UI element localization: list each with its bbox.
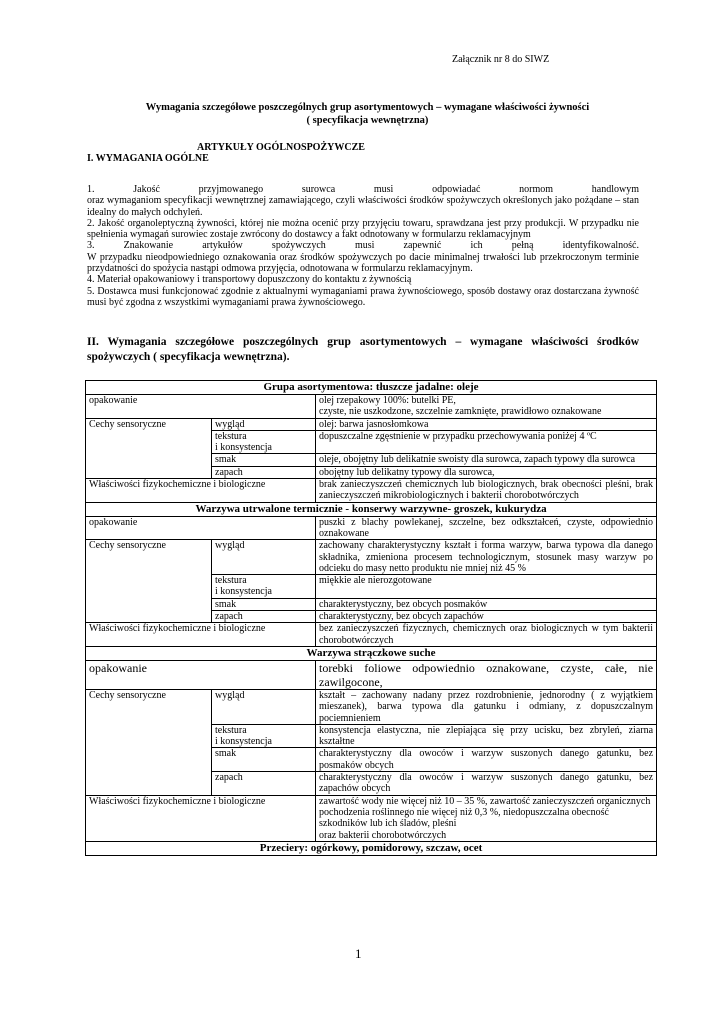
category-heading: ARTYKUŁY OGÓLNOSPOŻYWCZE xyxy=(197,142,365,153)
section-2-heading: II. Wymagania szczegółowe poszczególnych grup asortymentowych – wymagane właściwości środków spożywczych ( specyfikacja wewnętrzna). xyxy=(87,336,639,363)
row-value: konsystencja elastyczna, nie zlepiająca się przy ucisku, bez zbryleń, ziarna kształtne xyxy=(316,724,657,748)
sub-label: wygląd xyxy=(212,540,316,575)
section-1-heading: I. WYMAGANIA OGÓLNE xyxy=(87,153,209,164)
title-line-2: ( specyfikacja wewnętrzna) xyxy=(306,115,429,126)
sub-label: smak xyxy=(212,748,316,772)
table-row xyxy=(86,795,657,841)
row-value: dopuszczalne zgęstnienie w przypadku przechowywania poniżej 4 ºC xyxy=(316,430,657,454)
group-title: Grupa asortymentowa: tłuszcze jadalne: oleje xyxy=(86,381,657,395)
row-value: charakterystyczny dla owoców i warzyw suszonych danego gatunku, bez zapachów obcych xyxy=(316,772,657,796)
sub-label: wygląd xyxy=(212,689,316,724)
row-label: Cechy sensoryczne xyxy=(86,540,212,623)
annex-label: Załącznik nr 8 do SIWZ xyxy=(452,54,550,65)
table-row xyxy=(86,395,657,419)
group-title: Warzywa utrwalone termicznie - konserwy warzywne- groszek, kukurydza xyxy=(86,502,657,516)
row-value: kształt – zachowany nadany przez rozdrobnienie, jednorodny ( z wyjątkiem mieszanek), barwa typowa dla gatunku i odmiany, z dopuszczalnym pociemnieniem xyxy=(316,689,657,724)
table-row xyxy=(86,418,657,430)
sub-label: tekstura i konsystencja xyxy=(212,430,316,454)
sub-label: zapach xyxy=(212,772,316,796)
row-value: brak zanieczyszczeń chemicznych lub biologicznych, brak obecności pleśni, brak zanieczyszczeń mikrobiologicznych i bakterii chorobotwórczych xyxy=(316,479,657,503)
row-value: zachowany charakterystyczny kształt i forma warzyw, barwa typowa dla danego składnika, zmieniona procesem technologicznym, stosunek masy warzyw po odcieku do masy netto produktu nie mniej niż 45 % xyxy=(316,540,657,575)
row-value: miękkie ale nierozgotowane xyxy=(316,575,657,599)
group-header-row xyxy=(86,502,657,516)
row-label: Cechy sensoryczne xyxy=(86,418,212,478)
row-value: charakterystyczny, bez obcych posmaków xyxy=(316,598,657,610)
row-label: opakowanie xyxy=(86,395,316,419)
table-row xyxy=(86,516,657,540)
row-value: oleje, obojętny lub delikatnie swoisty dla surowca, zapach typowy dla surowca xyxy=(316,454,657,466)
paragraph-3-rest: W przypadku nieodpowiedniego oznakowania oraz środków spożywczych po dacie minimalnej trwałości lub przekroczonym terminie przydatności do spożycia nastąpi odmowa przyjęcia, odnotowana w formularzu reklamacyjnym. xyxy=(87,251,639,275)
row-value: olej rzepakowy 100%: butelki PE, czyste, nie uszkodzone, szczelnie zamknięte, prawidłowo oznakowane xyxy=(316,395,657,419)
general-requirements xyxy=(87,184,639,308)
group-header-row xyxy=(86,381,657,395)
sub-label: tekstura i konsystencja xyxy=(212,724,316,748)
table-row xyxy=(86,623,657,647)
sub-label: smak xyxy=(212,454,316,466)
row-label: Właściwości fizykochemiczne i biologiczne xyxy=(86,623,316,647)
group-header-row xyxy=(86,646,657,660)
row-label: Właściwości fizykochemiczne i biologiczne xyxy=(86,479,316,503)
paragraph-3-line-1: 3. Znakowanie artykułów spożywczych musi zapewnić ich pełną identyfikowalność. xyxy=(87,240,639,252)
group-header-row xyxy=(86,841,657,855)
document-title xyxy=(70,101,665,127)
sub-label: zapach xyxy=(212,611,316,623)
row-label: Cechy sensoryczne xyxy=(86,689,212,795)
row-value: obojętny lub delikatny typowy dla surowca, xyxy=(316,466,657,478)
paragraph-2: 2. Jakość organoleptyczną żywności, której nie można ocenić przy przyjęciu towaru, sprawdzana jest przy produkcji. W przypadku nie spełnienia wymagań surowiec zostaje zwrócony do dostawcy a fakt odnotowany w formularzu reklamacyjnym xyxy=(87,217,639,241)
row-label: opakowanie xyxy=(86,660,316,689)
paragraph-1-line-1: 1. Jakość przyjmowanego surowca musi odpowiadać normom handlowym xyxy=(87,184,639,195)
row-value: puszki z blachy powlekanej, szczelne, bez odkształceń, czyste, odpowiednio oznakowane xyxy=(316,516,657,540)
title-line-1: Wymagania szczegółowe poszczególnych grup asortymentowych – wymagane właściwości żywności xyxy=(145,102,590,113)
sub-label: tekstura i konsystencja xyxy=(212,575,316,599)
group-title: Przeciery: ogórkowy, pomidorowy, szczaw, ocet xyxy=(86,841,657,855)
row-value: olej: barwa jasnosłomkowa xyxy=(316,418,657,430)
row-value: charakterystyczny dla owoców i warzyw suszonych danego gatunku, bez posmaków obcych xyxy=(316,748,657,772)
paragraph-4: 4. Materiał opakowaniowy i transportowy dopuszczony do kontaktu z żywnością xyxy=(87,274,412,286)
row-value: bez zanieczyszczeń fizycznych, chemicznych oraz biologicznych w tym bakterii chorobotwórczych xyxy=(316,623,657,647)
table-row xyxy=(86,479,657,503)
sub-label: zapach xyxy=(212,466,316,478)
row-label: Właściwości fizykochemiczne i biologiczne xyxy=(86,795,316,841)
row-value: zawartość wody nie więcej niż 10 – 35 %, zawartość zanieczyszczeń organicznych pochodzenia roślinnego nie więcej niż 0,3 %, niedopuszczalna obecność szkodników lub ich śladów, pleśni oraz bakterii chorobotwórczych xyxy=(316,795,657,841)
paragraph-1-rest: oraz wymaganiom specyfikacji wewnętrznej zamawiającego, czyli właściwości środków spożywczych określonych jako pożądane – stan idealny do małych odchyleń. xyxy=(87,195,639,218)
table-row xyxy=(86,689,657,724)
table-row xyxy=(86,540,657,575)
table-row xyxy=(86,660,657,689)
row-label: opakowanie xyxy=(86,516,316,540)
specification-table xyxy=(85,380,657,856)
row-value: torebki foliowe odpowiednio oznakowane, czyste, całe, nie zawilgocone, xyxy=(316,660,657,689)
row-value: charakterystyczny, bez obcych zapachów xyxy=(316,611,657,623)
paragraph-5: 5. Dostawca musi funkcjonować zgodnie z aktualnymi wymaganiami prawa żywnościowego, sposób dostawy oraz dostarczana żywność musi być zgodna z wszystkimi wymaganiami prawa żywnościowego. xyxy=(87,285,639,308)
page-number: 1 xyxy=(355,946,362,961)
sub-label: smak xyxy=(212,598,316,610)
group-title: Warzywa strączkowe suche xyxy=(86,646,657,660)
sub-label: wygląd xyxy=(212,418,316,430)
